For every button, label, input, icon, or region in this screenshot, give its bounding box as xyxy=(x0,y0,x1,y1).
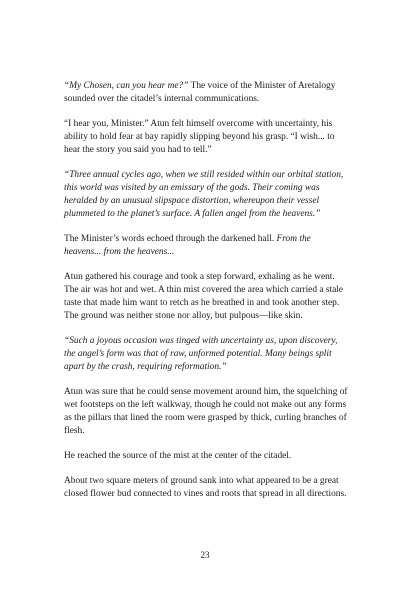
paragraph-4 xyxy=(64,233,348,259)
paragraph-2: “I hear you, Minister.” Atun felt himself overcome with uncertainty, his ability to hold fear at bay rapidly slipping beyond his grasp. “I wish... to hear the story you said you had to tell.” xyxy=(64,119,335,155)
minister-call-italic: “My Chosen, can you hear me?” xyxy=(64,81,189,91)
paragraph-9: About two square meters of ground sank into what appeared to be a great closed flower bud connected to vines and roots that spread in all directions. xyxy=(64,476,347,499)
paragraph-4-echo-italic: From the heavens... from the heavens... xyxy=(64,234,311,257)
paragraph-4-lead: The Minister’s words echoed through the darkened hall. xyxy=(64,234,277,244)
paragraph-3-italic: “Three annual cycles ago, when we still resided within our orbital station, this world was visited by an emissary of the gods. Their coming was heralded by an unusual slipspace distortion, whereupon their vessel plummeted to the planet’s surface. A fallen angel from the heavens.” xyxy=(64,170,344,219)
paragraph-7: Atun was sure that he could sense movement around him, the squelching of wet footsteps on the left walkway, though he could not make out any forms as the pillars that lined the room were grasped by thick, curling branches of flesh. xyxy=(64,387,348,436)
paragraph-1 xyxy=(64,80,348,106)
paragraph-5: Atun gathered his courage and took a step forward, exhaling as he went. The air was hot and wet. A thin mist covered the area which carried a stale taste that made him want to retch as he breathed in and took another step. The ground was neither stone nor alloy, but pulpous—like skin. xyxy=(64,272,344,321)
paragraph-6-italic: “Such a joyous occasion was tinged with uncertainty as, upon discovery, the angel’s form was that of raw, unformed potential. Many beings split apart by the crash, requiring reformation.” xyxy=(64,336,338,372)
paragraph-1-rest: The voice of the Minister of Aretalogy sounded over the citadel’s internal communications. xyxy=(64,81,336,104)
body-text xyxy=(64,80,348,513)
page-number: 23 xyxy=(200,550,210,560)
paragraph-8: He reached the source of the mist at the center of the citadel. xyxy=(64,451,292,461)
